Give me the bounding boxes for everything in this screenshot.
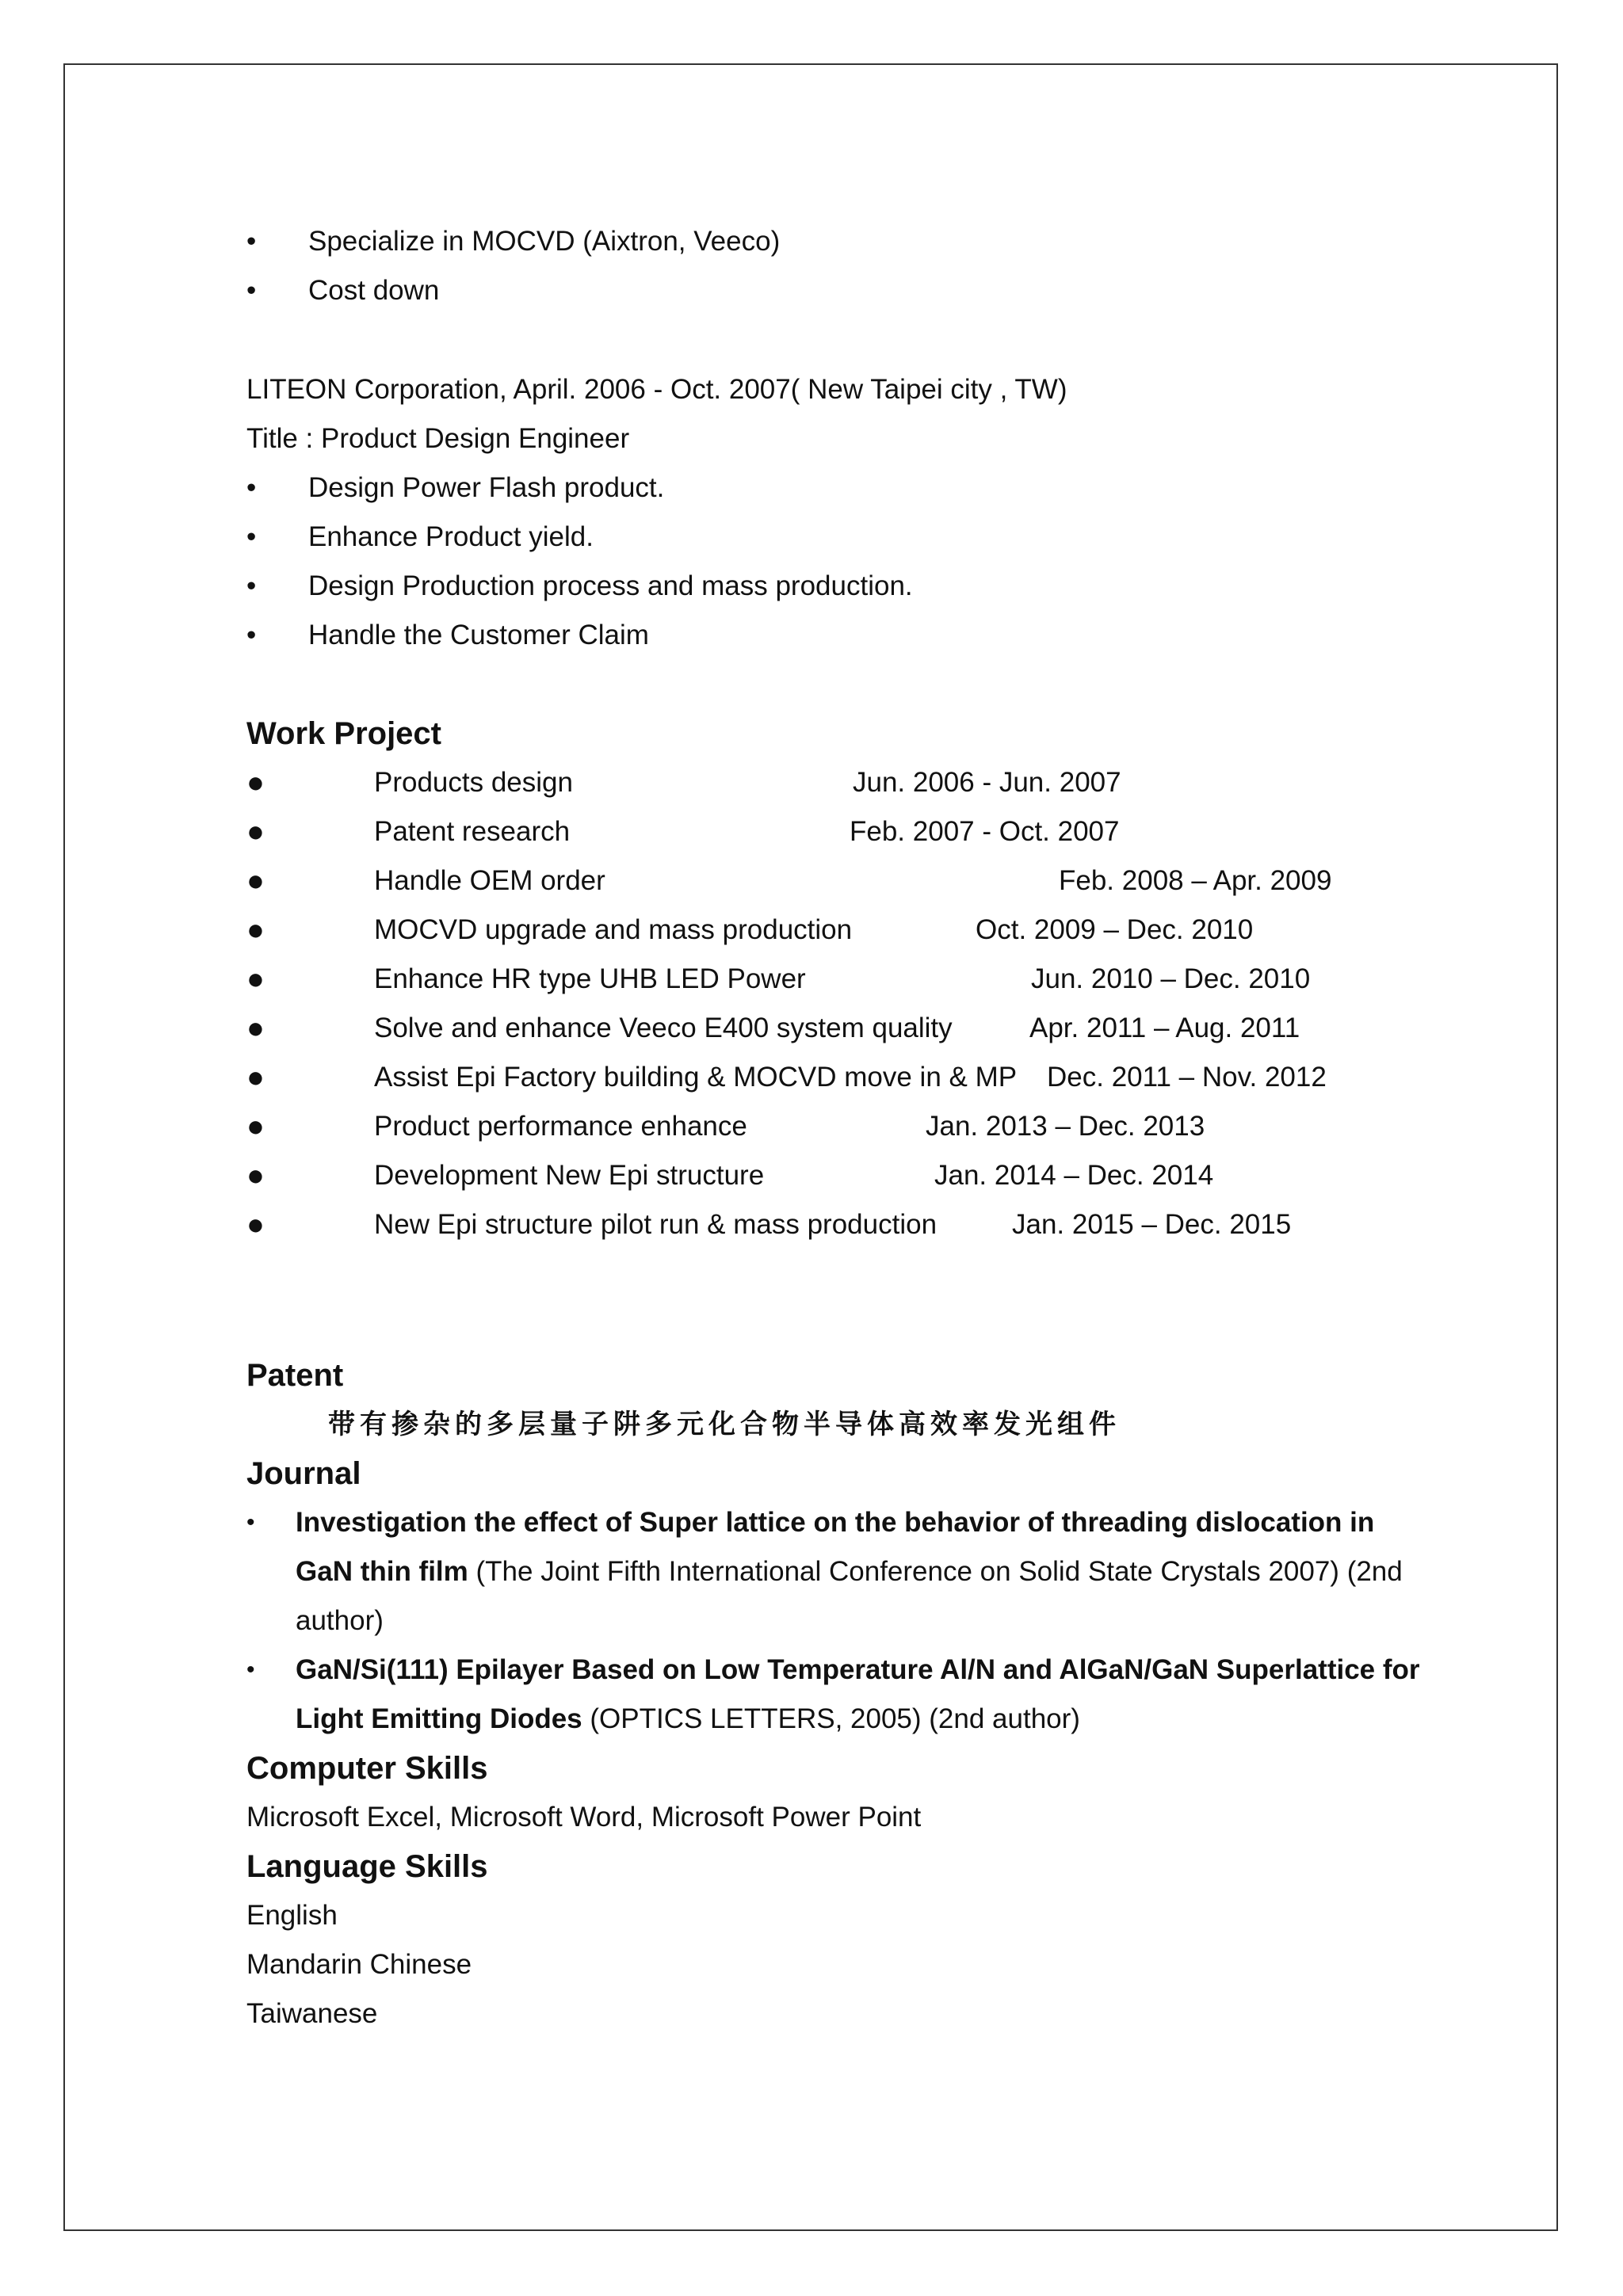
journal-entry <box>296 1498 1437 1646</box>
bullet-dot: • <box>246 472 257 503</box>
bullet-dot: • <box>246 226 257 257</box>
bullet-dot: • <box>246 275 257 306</box>
project-date: Feb. 2008 – Apr. 2009 <box>1059 865 1332 896</box>
language-item: English <box>246 1900 338 1931</box>
project-date: Apr. 2011 – Aug. 2011 <box>1029 1013 1300 1043</box>
journal-entry <box>296 1646 1437 1744</box>
experience-bullet: Handle the Customer Claim <box>308 620 649 650</box>
project-date: Jun. 2006 - Jun. 2007 <box>853 767 1121 798</box>
bullet-dot: ● <box>246 864 265 898</box>
project-name: Assist Epi Factory building & MOCVD move in & MP <box>374 1062 1018 1093</box>
journal-detail: (The Joint Fifth International Conference on Solid State Crystals 2007) (2nd author) <box>296 1556 1403 1636</box>
language-item: Taiwanese <box>246 1998 378 2029</box>
computer-skills-heading: Computer Skills <box>246 1751 488 1786</box>
bullet-dot: ● <box>246 815 265 849</box>
project-date: Jan. 2014 – Dec. 2014 <box>934 1160 1214 1191</box>
project-date: Dec. 2011 – Nov. 2012 <box>1047 1062 1327 1093</box>
computer-skills-text: Microsoft Excel, Microsoft Word, Microsoft Power Point <box>246 1802 922 1833</box>
journal-title: Investigation the effect of Super lattice on the behavior of threading dislocation in GaN thin film <box>296 1507 1375 1587</box>
project-name: New Epi structure pilot run & mass production <box>374 1209 938 1240</box>
project-name: Development New Epi structure <box>374 1160 765 1191</box>
bullet-dot: ● <box>246 1110 265 1143</box>
project-date: Jan. 2015 – Dec. 2015 <box>1012 1209 1292 1240</box>
project-name: Products design <box>374 767 573 798</box>
bullet-dot: ● <box>246 913 265 947</box>
experience-bullet: Specialize in MOCVD (Aixtron, Veeco) <box>308 226 781 257</box>
project-name: Enhance HR type UHB LED Power <box>374 963 806 994</box>
project-name: Solve and enhance Veeco E400 system quality <box>374 1013 953 1043</box>
project-date: Jan. 2013 – Dec. 2013 <box>926 1111 1205 1142</box>
project-date: Jun. 2010 – Dec. 2010 <box>1031 963 1311 994</box>
experience-bullet: Design Power Flash product. <box>308 472 665 503</box>
project-name: MOCVD upgrade and mass production <box>374 914 853 945</box>
bullet-dot: • <box>246 521 257 552</box>
journal-heading: Journal <box>246 1456 361 1491</box>
project-date: Feb. 2007 - Oct. 2007 <box>850 816 1120 847</box>
patent-title: 带有掺杂的多层量子阱多元化合物半导体高效率发光组件 <box>328 1409 1121 1440</box>
bullet-dot: ● <box>246 1012 265 1045</box>
bullet-dot: ● <box>246 1159 265 1192</box>
work-project-heading: Work Project <box>246 716 441 751</box>
project-name: Product performance enhance <box>374 1111 747 1142</box>
patent-heading: Patent <box>246 1358 344 1393</box>
project-date: Oct. 2009 – Dec. 2010 <box>976 914 1254 945</box>
bullet-dot: ● <box>246 1208 265 1241</box>
company-header: LITEON Corporation, April. 2006 - Oct. 2007( New Taipei city , TW) <box>246 374 1067 405</box>
bullet-dot: ● <box>246 963 265 996</box>
experience-bullet: Design Production process and mass production. <box>308 570 913 601</box>
project-name: Patent research <box>374 816 571 847</box>
bullet-dot: • <box>246 1509 255 1535</box>
journal-detail: (OPTICS LETTERS, 2005) (2nd author) <box>582 1703 1080 1734</box>
bullet-dot: • <box>246 1657 255 1683</box>
language-skills-heading: Language Skills <box>246 1849 488 1884</box>
experience-bullet: Cost down <box>308 275 440 306</box>
bullet-dot: • <box>246 570 257 601</box>
experience-bullet: Enhance Product yield. <box>308 521 594 552</box>
project-name: Handle OEM order <box>374 865 605 896</box>
journal-title: GaN/Si(111) Epilayer Based on Low Temperature Al/N and AlGaN/GaN Superlattice for Light Emitting Diodes <box>296 1654 1420 1734</box>
bullet-dot: ● <box>246 766 265 799</box>
bullet-dot: ● <box>246 1061 265 1094</box>
language-item: Mandarin Chinese <box>246 1949 472 1980</box>
job-title: Title : Product Design Engineer <box>246 423 630 454</box>
bullet-dot: • <box>246 620 257 650</box>
